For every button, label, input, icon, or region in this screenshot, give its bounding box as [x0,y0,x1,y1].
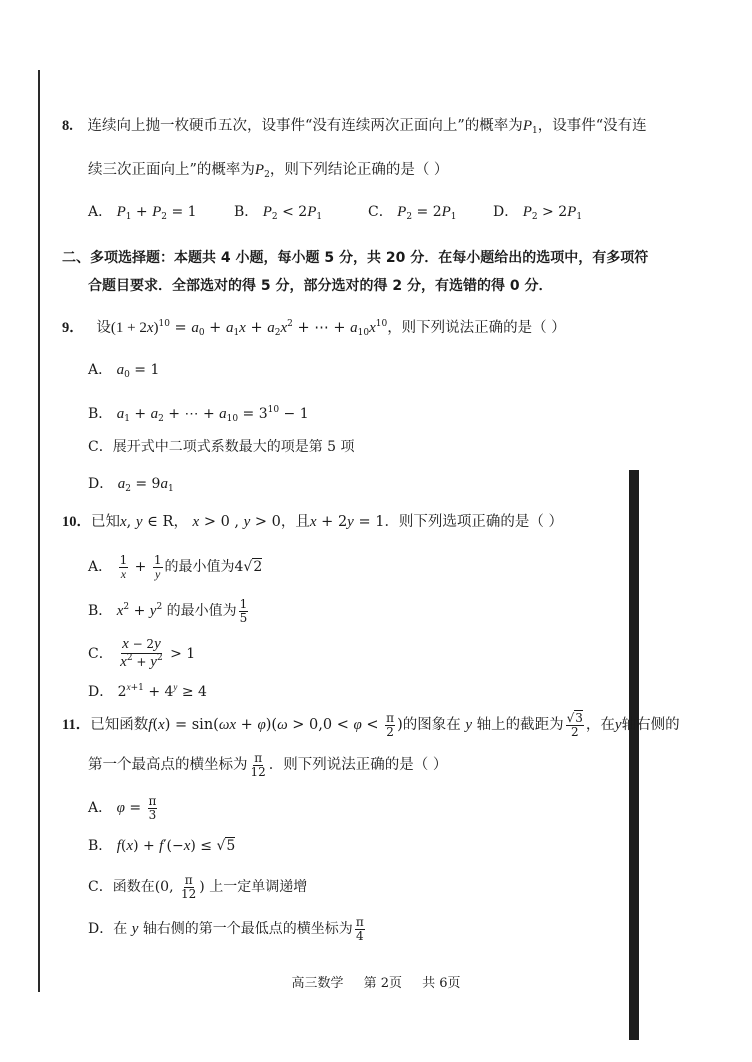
q8-line1: 8. 连续向上抛一枚硬币五次，设事件“没有连续两次正面向上”的概率为$P_1$，设事件“没有连 [62,118,647,136]
q9-stem: 9． 设$(1 + 2x)^{10} = a_0 + a_1x + a_2x^2$ + ⋯ + $a_{10}x^{10}$，则下列说法正确的是（ ） [62,319,566,338]
q8-stem-2-tail: ，则下列结论正确的是（ ） [269,162,449,178]
q10-stem: 10．已知x, y ∈ R， x > 0 , y > 0，且x + 2y = 1．则下列选项正确的是（ ） [62,514,564,530]
footer-total: 共 6页 [422,976,461,991]
q11-option-c: C．函数在(0, $\frac{\pi}{12}$ ) 上一定单调递增 [88,873,308,901]
q8-option-d: D． $P_2 > 2P_1$ [493,204,583,222]
q10-number: 10． [62,514,91,530]
q10-option-c: C． $\frac{x - 2y}{x^2 + y^2}$ > 1 [88,636,196,670]
q8-line2: 续三次正面向上”的概率为$P_2$，则下列结论正确的是（ ） [88,162,449,180]
q8-option-a: A． $P_1 + P_2 = 1$ [88,204,197,222]
q8-number: 8. [62,118,73,134]
q11-option-d: D．在 y 轴右侧的第一个最低点的横坐标为 $\frac{\pi}{4}$ [88,915,364,943]
q9-option-c: C．展开式中二项式系数最大的项是第 5 项 [88,439,355,455]
q9-option-d: D． $a_2 = 9a_1$ [88,476,174,494]
q11-option-a: A． φ = $\frac{\pi}{3}$ [88,794,157,822]
q11-option-b: B． f(x) + f′(−x) ≤ √5 [88,838,236,854]
q11-stem-line1: 11．已知函数f(x) = sin(ωx + φ)(ω > 0,0 < φ < $\frac{\pi}{2}$ )的图象在 y 轴上的截距为 $\frac{√3}{2}$ ，在y轴右侧的 [62,711,680,739]
q8-options [88,202,583,227]
footer-subject: 高三数学 [291,976,344,991]
q10-option-d: D． $2^{x+1} + 4^y \ge 4$ [88,682,207,700]
q9-option-b: B． $a_1 + a_2$ + ⋯ + $a_{10} = 3^{10} - 1$ [88,405,309,424]
q8-option-c: C． $P_2 = 2P_1$ [368,204,457,222]
q10-option-a: A． $\frac{1}{x}$ + $\frac{1}{y}$ 的最小值为4√2 [88,553,263,581]
scan-edge-left [38,70,40,992]
q8-stem-1: 连续向上抛一枚硬币五次，设事件“没有连续两次正面向上”的概率为 [87,118,523,134]
q8-stem-2: 续三次正面向上”的概率为 [88,162,255,178]
footer-page: 第 2页 [363,976,402,991]
q10-option-b: B． $x^2 + y^2$ 的最小值为 $\frac{1}{5}$ [88,596,248,625]
page-footer [0,972,752,991]
q9-number: 9． [62,320,84,336]
section2-heading-line2: 合题目要求．全部选对的得 5 分，部分选对的得 2 分，有选错的得 0 分． [88,278,553,294]
q9-option-a: A． $a_0 = 1$ [88,362,160,380]
q8-stem-1-tail: ，设事件“没有连 [537,118,647,134]
q8-option-b: B． $P_2 < 2P_1$ [234,204,323,222]
q11-stem-line2: 第一个最高点的横坐标为 $\frac{\pi}{12}$ ．则下列说法正确的是（ ） [88,751,448,779]
scan-edge-right [629,470,639,1040]
section2-heading-line1: 二、多项选择题：本题共 4 小题，每小题 5 分，共 20 分．在每小题给出的选项中，有多项符 [62,250,649,266]
q11-number: 11． [62,717,91,734]
